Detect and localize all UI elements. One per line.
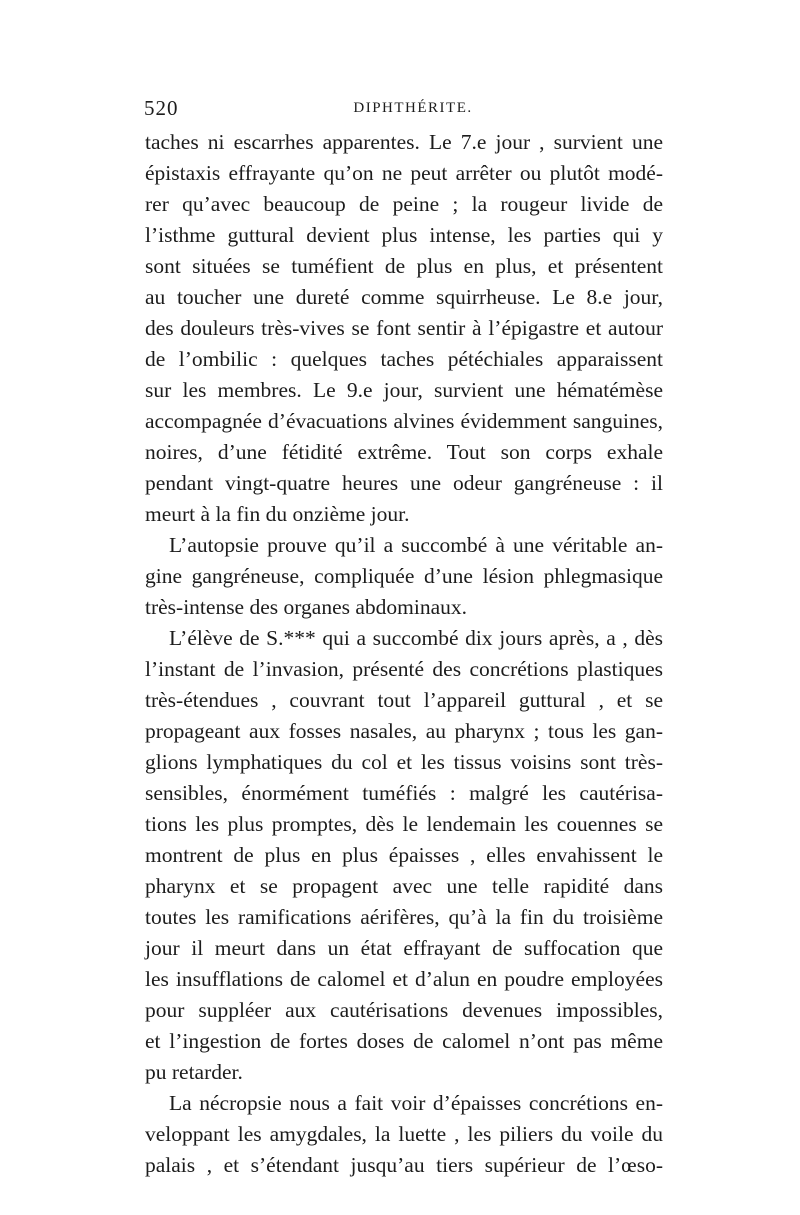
text-line: pour suppléer aux cautérisations devenues impossibles,: [145, 998, 663, 1022]
text-line: gine gangréneuse, compliquée d’une lésion phlegmasique: [145, 564, 663, 588]
text-line: de l’ombilic : quelques taches pétéchiales apparaissent: [145, 347, 663, 371]
text-line: et l’ingestion de fortes doses de calomel n’ont pas même: [145, 1029, 663, 1053]
text-line: sur les membres. Le 9.e jour, survient une hématémèse: [145, 378, 663, 402]
text-line: meurt à la fin du onzième jour.: [145, 502, 410, 526]
text-line: tions les plus promptes, dès le lendemain les couennes se: [145, 812, 663, 836]
text-line: palais , et s’étendant jusqu’au tiers supérieur de l’œso-: [145, 1153, 663, 1177]
text-line: L’autopsie prouve qu’il a succombé à une véritable an-: [169, 533, 663, 557]
text-line: La nécropsie nous a fait voir d’épaisses concrétions en-: [169, 1091, 663, 1115]
text-line: pendant vingt-quatre heures une odeur gangréneuse : il: [145, 471, 663, 495]
text-line: glions lymphatiques du col et les tissus voisins sont très-: [145, 750, 663, 774]
page-header: [144, 96, 662, 126]
text-line: taches ni escarrhes apparentes. Le 7.e jour , survient une: [145, 130, 663, 154]
text-line: très-intense des organes abdominaux.: [145, 595, 468, 619]
text-line: au toucher une dureté comme squirrheuse. Le 8.e jour,: [145, 285, 663, 309]
text-line: pu retarder.: [145, 1060, 243, 1084]
text-line: très-étendues , couvrant tout l’appareil guttural , et se: [145, 688, 663, 712]
text-line: noires, d’une fétidité extrême. Tout son corps exhale: [145, 440, 663, 464]
text-line: veloppant les amygdales, la luette , les piliers du voile du: [145, 1122, 663, 1146]
text-line: les insufflations de calomel et d’alun en poudre employées: [145, 967, 663, 991]
text-line: l’instant de l’invasion, présenté des concrétions plastiques: [145, 657, 663, 681]
page-number: 520: [144, 96, 179, 120]
body-text: [145, 127, 663, 1181]
running-title: DIPHTHÉRITE.: [353, 100, 473, 116]
text-line: pharynx et se propagent avec une telle rapidité dans: [145, 874, 663, 898]
text-line: épistaxis effrayante qu’on ne peut arrêter ou plutôt modé-: [145, 161, 663, 185]
text-line: jour il meurt dans un état effrayant de suffocation que: [145, 936, 663, 960]
text-line: propageant aux fosses nasales, au pharynx ; tous les gan-: [145, 719, 663, 743]
text-line: rer qu’avec beaucoup de peine ; la rougeur livide de: [145, 192, 663, 216]
text-line: L’élève de S.*** qui a succombé dix jours après, a , dès: [169, 626, 663, 650]
text-line: montrent de plus en plus épaisses , elles envahissent le: [145, 843, 663, 867]
text-line: sont situées se tuméfient de plus en plus, et présentent: [145, 254, 663, 278]
text-line: l’isthme guttural devient plus intense, les parties qui y: [145, 223, 663, 247]
text-line: accompagnée d’évacuations alvines évidemment sanguines,: [145, 409, 663, 433]
text-line: des douleurs très-vives se font sentir à l’épigastre et autour: [145, 316, 663, 340]
text-line: toutes les ramifications aérifères, qu’à la fin du troisième: [145, 905, 663, 929]
text-line: sensibles, énormément tuméfiés : malgré les cautérisa-: [145, 781, 663, 805]
